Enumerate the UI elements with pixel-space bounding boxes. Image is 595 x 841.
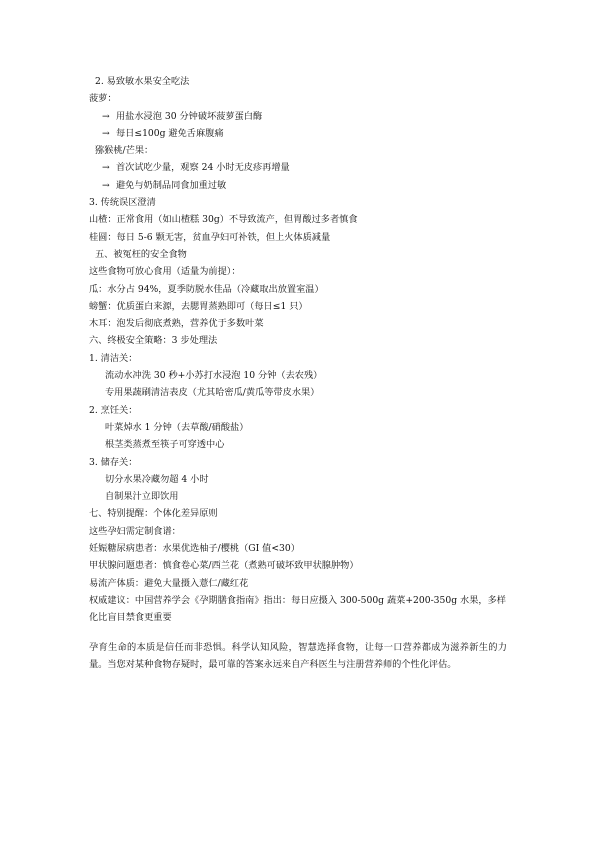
line-text: 妊娠糖尿病患者：水果优选柚子/樱桃（GI 值<30） <box>89 543 300 555</box>
line-text: 六、终极安全策略：3 步处理法 <box>89 335 218 347</box>
text-line-l18 <box>89 367 509 384</box>
text-line-l6 <box>89 159 509 176</box>
arrow-right-icon: → <box>102 127 110 139</box>
text-line-l21 <box>89 419 509 436</box>
closing-paragraph: 孕育生命的本质是信任而非恐惧。科学认知风险，智慧选择食物，让每一口营养都成为滋养新生的力量。当您对某种食物存疑时，最可靠的答案永远来自产科医生与注册营养师的个性化评估。 <box>89 641 507 670</box>
line-text: 避免与奶制品同食加重过敏 <box>116 179 227 191</box>
line-text: 2. 烹饪关： <box>89 404 138 416</box>
text-line-l20 <box>89 402 509 419</box>
text-line-l23 <box>89 454 509 471</box>
text-line-l8 <box>89 194 509 211</box>
text-line-l30 <box>89 575 509 592</box>
text-line-l11 <box>89 246 509 263</box>
text-line-l14 <box>89 298 509 315</box>
paragraph-gap <box>89 627 509 639</box>
line-text: 首次试吃少量，观察 24 小时无皮疹再增量 <box>116 162 290 174</box>
line-text: 每日≤100g 避免舌麻腹痛 <box>116 127 224 139</box>
text-line-l3 <box>89 108 509 125</box>
arrow-right-icon: → <box>102 162 110 174</box>
text-line-l2 <box>89 90 509 107</box>
line-text: 菠萝： <box>89 93 117 105</box>
line-text: 1. 清洁关： <box>89 352 138 364</box>
text-line-l13 <box>89 281 509 298</box>
line-text: 根茎类蒸煮至筷子可穿透中心 <box>105 439 225 451</box>
line-text: 切分水果冷藏勿超 4 小时 <box>105 473 209 485</box>
line-text: 猕猴桃/芒果： <box>95 145 154 157</box>
line-text: 瓜：水分占 94%，夏季防脱水佳品（冷藏取出放置室温） <box>89 283 324 295</box>
line-text: 螃蟹：优质蛋白来源，去腮胃蒸熟即可（每日≤1 只） <box>89 300 308 312</box>
text-line-l24 <box>89 471 509 488</box>
text-line-l10 <box>89 229 509 246</box>
line-text: 2. 易致敏水果安全吃法 <box>95 76 190 87</box>
line-text: 专用果蔬刷清洁表皮（尤其哈密瓜/黄瓜等带皮水果） <box>105 387 320 399</box>
line-text: 甲状腺问题患者：慎食卷心菜/西兰花（煮熟可破坏致甲状腺肿物） <box>89 560 359 572</box>
line-text: 3. 传统误区澄清 <box>89 197 156 209</box>
line-text: 易流产体质：避免大量摄入薏仁/藏红花 <box>89 577 249 589</box>
document-body <box>89 73 509 673</box>
text-line-l12 <box>89 263 509 280</box>
line-text: 山楂：正常食用（如山楂糕 30g）不导致流产，但胃酸过多者慎食 <box>89 214 358 226</box>
text-line-l5 <box>89 142 509 159</box>
text-line-l1 <box>89 73 509 90</box>
line-text: 3. 储存关： <box>89 456 138 468</box>
line-text: 流动水冲洗 30 秒+小苏打水浸泡 10 分钟（去农残） <box>105 370 323 382</box>
text-line-l28 <box>89 540 509 557</box>
text-line-l15 <box>89 315 509 332</box>
arrow-right-icon: → <box>102 110 110 122</box>
text-line-l4 <box>89 125 509 142</box>
line-text: 叶菜焯水 1 分钟（去草酸/硝酸盐） <box>105 421 249 433</box>
text-line-l22 <box>89 436 509 453</box>
text-line-l16 <box>89 332 509 349</box>
text-line-l19 <box>89 384 509 401</box>
line-text: 桂圆：每日 5-6 颗无害，贫血孕妇可补铁，但上火体质减量 <box>89 231 331 243</box>
text-line-l17 <box>89 350 509 367</box>
arrow-right-icon: → <box>102 179 110 191</box>
line-text: 木耳：泡发后彻底煮熟，营养优于多数叶菜 <box>89 318 264 330</box>
text-line-l27 <box>89 523 509 540</box>
line-text: 用盐水浸泡 30 分钟破坏菠萝蛋白酶 <box>116 110 263 122</box>
document-lines <box>89 73 509 592</box>
text-line-l25 <box>89 488 509 505</box>
line-text: 七、特别提醒：个体化差异原则 <box>89 508 218 520</box>
line-text: 这些孕妇需定制食谱： <box>89 525 181 537</box>
line-text: 自制果汁立即饮用 <box>105 491 179 503</box>
line-text: 五、被冤枉的安全食物 <box>95 248 187 260</box>
authority-advice: 权威建议：中国营养学会《孕期膳食指南》指出：每日应摄入 300-500g 蔬菜+200-350g 水果，多样化比盲目禁食更重要 <box>89 594 506 624</box>
text-line-l29 <box>89 557 509 574</box>
text-line-l7 <box>89 177 509 194</box>
text-line-l9 <box>89 211 509 228</box>
text-line-l26 <box>89 505 509 522</box>
line-text: 这些食物可放心食用（适量为前提）： <box>89 266 241 278</box>
